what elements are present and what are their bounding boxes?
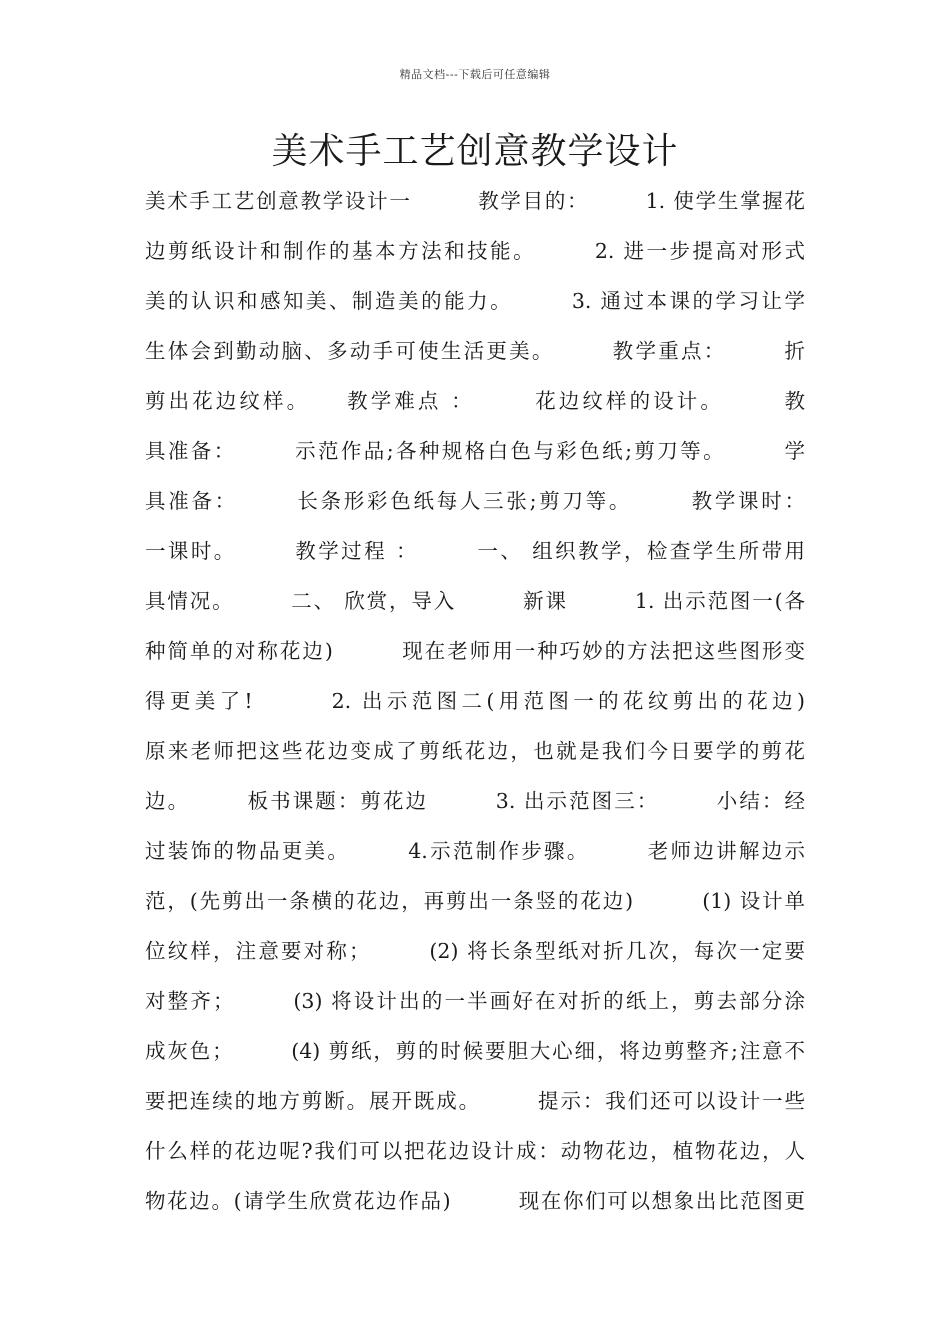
body-line: 剪出花边纹样。 教学难点 ： 花边纹样的设计。 教	[145, 389, 805, 413]
body-line: 具准备： 示范作品;各种规格白色与彩色纸;剪刀等。 学	[145, 439, 805, 463]
body-line: 过装饰的物品更美。 4.示范制作步骤。 老师边讲解边示	[145, 839, 805, 863]
body-line: 具情况。 二、 欣赏，导入 新课 1. 出示范图一(各	[145, 589, 805, 613]
body-line: 种简单的对称花边) 现在老师用一种巧妙的方法把这些图形变	[145, 639, 805, 663]
body-line: 具准备： 长条形彩色纸每人三张;剪刀等。 教学课时：	[145, 489, 805, 513]
body-line: 原来老师把这些花边变成了剪纸花边，也就是我们今日要学的剪花	[145, 739, 805, 763]
body-line: 范，(先剪出一条横的花边，再剪出一条竖的花边) (1) 设计单	[145, 889, 805, 913]
document-body	[145, 180, 805, 1230]
body-line: 美的认识和感知美、制造美的能力。 3. 通过本课的学习让学	[145, 289, 805, 313]
body-line: 得更美了! 2. 出示范图二(用范图一的花纹剪出的花边)	[145, 689, 805, 713]
header-note: 精品文档---下载后可任意编辑	[399, 68, 551, 81]
body-line: 边。 板书课题：剪花边 3. 出示范图三： 小结：经	[145, 789, 805, 813]
body-line: 成灰色； (4) 剪纸，剪的时候要胆大心细，将边剪整齐;注意不	[145, 1039, 805, 1063]
body-line: 要把连续的地方剪断。展开既成。 提示：我们还可以设计一些	[145, 1089, 805, 1113]
body-line: 美术手工艺创意教学设计一 教学目的： 1. 使学生掌握花	[145, 189, 805, 213]
body-line: 生体会到勤动脑、多动手可使生活更美。 教学重点： 折	[145, 339, 805, 363]
body-line: 边剪纸设计和制作的基本方法和技能。 2. 进一步提高对形式	[145, 239, 805, 263]
body-line: 位纹样，注意要对称； (2) 将长条型纸对折几次，每次一定要	[145, 939, 805, 963]
body-line: 对整齐； (3) 将设计出的一半画好在对折的纸上，剪去部分涂	[145, 989, 805, 1013]
body-line: 什么样的花边呢?我们可以把花边设计成：动物花边，植物花边，人	[145, 1139, 805, 1163]
body-line: 物花边。(请学生欣赏花边作品) 现在你们可以想象出比范图更	[145, 1189, 805, 1213]
body-line: 一课时。 教学过程 ： 一、 组织教学，检查学生所带用	[145, 539, 805, 563]
document-title: 美术手工艺创意教学设计	[271, 131, 679, 172]
